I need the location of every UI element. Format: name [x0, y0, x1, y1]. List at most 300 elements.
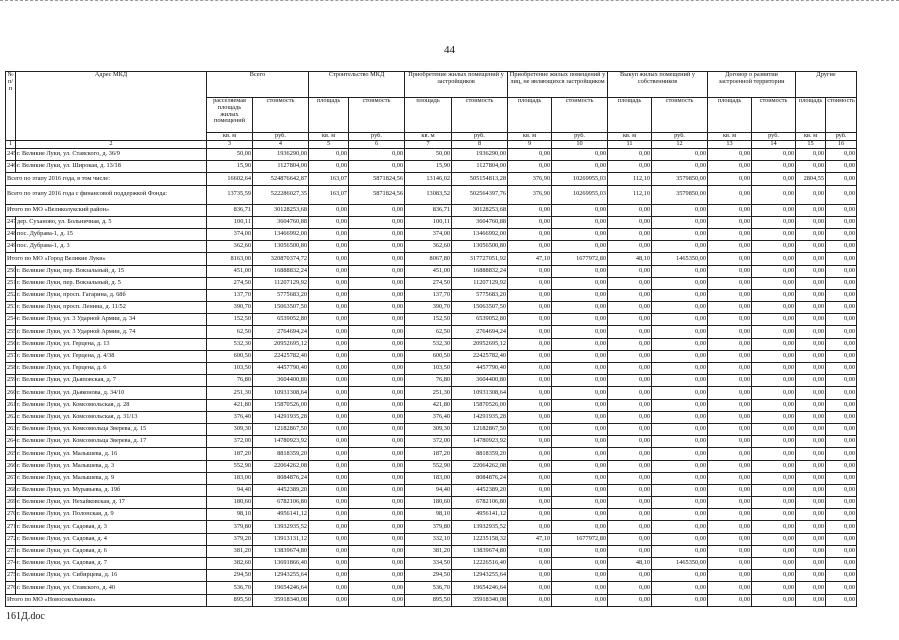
table-row [6, 289, 857, 301]
cell-value: 0,00 [552, 302, 608, 314]
cell-value: 2764694,24 [253, 326, 309, 338]
cell-value: 0,00 [349, 582, 405, 594]
cell-value: 0,00 [752, 497, 796, 509]
cell-value: 0,00 [508, 570, 552, 582]
cell-value: 13839674,80 [452, 545, 508, 557]
column-number: 14 [752, 141, 796, 149]
subheader-cost: стоимость [752, 98, 796, 133]
cell-value: 30128253,68 [253, 204, 309, 216]
cell-value: 0,00 [796, 594, 826, 606]
cell-value: 0,00 [349, 558, 405, 570]
cell-value: 22064262,08 [452, 460, 508, 472]
cell-value: 35918340,08 [253, 594, 309, 606]
cell-value: 0,00 [708, 448, 752, 460]
unit-rub: руб. [752, 133, 796, 141]
cell-value: 0,00 [552, 161, 608, 173]
table-row [6, 472, 857, 484]
cell-value: 836,71 [207, 204, 253, 216]
cell-value: 0,00 [752, 582, 796, 594]
cell-value: 0,00 [608, 497, 652, 509]
row-number: 271 [6, 521, 16, 533]
row-number: 262 [6, 411, 16, 423]
cell-value: 0,00 [708, 484, 752, 496]
cell-value: 8067,80 [405, 253, 452, 265]
cell-value: 274,50 [405, 277, 452, 289]
cell-value: 13466992,00 [253, 228, 309, 240]
cell-value: 0,00 [826, 460, 857, 472]
cell-value: 0,00 [826, 314, 857, 326]
cell-value: 0,00 [826, 161, 857, 173]
cell-value: 0,00 [708, 185, 752, 204]
cell-value: 16888832,24 [253, 265, 309, 277]
cell-value: 137,70 [207, 289, 253, 301]
cell-value: 390,70 [405, 302, 452, 314]
cell-value: 0,00 [826, 253, 857, 265]
unit-rub: руб. [652, 133, 708, 141]
cell-value: 0,00 [752, 185, 796, 204]
cell-value: 0,00 [826, 509, 857, 521]
cell-value: 0,00 [309, 253, 349, 265]
row-number: 267 [6, 472, 16, 484]
cell-value: 309,30 [405, 423, 452, 435]
cell-value: 0,00 [508, 216, 552, 228]
cell-value: 0,00 [349, 594, 405, 606]
table-row [6, 350, 857, 362]
cell-value: 0,00 [652, 289, 708, 301]
cell-value: 48,10 [608, 253, 652, 265]
cell-value: 0,00 [708, 149, 752, 161]
cell-value: 372,00 [405, 436, 452, 448]
cell-value: 152,50 [207, 314, 253, 326]
row-number: 274 [6, 558, 16, 570]
cell-value: 4956141,12 [253, 509, 309, 521]
cell-value: 152,50 [405, 314, 452, 326]
cell-value: 0,00 [652, 241, 708, 253]
cell-value: 0,00 [752, 558, 796, 570]
table-row [6, 241, 857, 253]
cell-value: 0,00 [552, 558, 608, 570]
cell-value: 0,00 [349, 387, 405, 399]
row-number: 268 [6, 484, 16, 496]
cell-value: 0,00 [608, 204, 652, 216]
cell-value: 0,00 [552, 265, 608, 277]
cell-value: 50,00 [207, 149, 253, 161]
total-row [6, 594, 857, 606]
cell-value: 0,00 [349, 521, 405, 533]
row-address: г. Великие Луки, ул. Нехайковская, д. 17 [16, 497, 207, 509]
cell-value: 0,00 [652, 314, 708, 326]
table-row [6, 265, 857, 277]
cell-value: 0,00 [608, 326, 652, 338]
subheader-cost: стоимость [826, 98, 857, 133]
cell-value: 0,00 [826, 277, 857, 289]
cell-value: 0,00 [349, 241, 405, 253]
row-number: 249 [6, 241, 16, 253]
cell-value: 0,00 [309, 448, 349, 460]
column-number: 11 [608, 141, 652, 149]
cell-value: 421,80 [207, 399, 253, 411]
cell-value: 112,10 [608, 173, 652, 185]
cell-value: 0,00 [508, 338, 552, 350]
cell-value: 0,00 [508, 436, 552, 448]
cell-value: 0,00 [652, 149, 708, 161]
cell-value: 0,00 [796, 484, 826, 496]
unit-rub: руб. [552, 133, 608, 141]
cell-value: 451,00 [207, 265, 253, 277]
cell-value: 0,00 [796, 509, 826, 521]
cell-value: 0,00 [752, 436, 796, 448]
cell-value: 76,80 [207, 375, 253, 387]
cell-value: 22425782,40 [253, 350, 309, 362]
cell-value: 0,00 [796, 582, 826, 594]
cell-value: 0,00 [608, 338, 652, 350]
cell-value: 0,00 [552, 484, 608, 496]
row-number: 256 [6, 338, 16, 350]
row-address: г. Великие Луки, ул. Садовая, д. 3 [16, 521, 207, 533]
cell-value: 0,00 [708, 204, 752, 216]
cell-value: 1677972,80 [552, 533, 608, 545]
cell-value: 0,00 [309, 411, 349, 423]
cell-value: 379,80 [207, 521, 253, 533]
cell-value: 0,00 [508, 509, 552, 521]
cell-value: 0,00 [708, 460, 752, 472]
cell-value: 22064262,08 [253, 460, 309, 472]
cell-value: 251,30 [405, 387, 452, 399]
cell-value: 0,00 [608, 594, 652, 606]
cell-value: 1677972,80 [552, 253, 608, 265]
row-address: г. Великие Луки, ул. Комсомольская, д. 28 [16, 399, 207, 411]
cell-value: 376,90 [508, 173, 552, 185]
cell-value: 0,00 [652, 509, 708, 521]
cell-value: 0,00 [508, 149, 552, 161]
table-row [6, 277, 857, 289]
cell-value: 0,00 [708, 302, 752, 314]
cell-value: 451,00 [405, 265, 452, 277]
subheader-cost: стоимость [452, 98, 508, 133]
cell-value: 0,00 [796, 265, 826, 277]
cell-value: 163,07 [309, 185, 349, 204]
cell-value: 0,00 [309, 277, 349, 289]
cell-value: 0,00 [508, 399, 552, 411]
cell-value: 14291935,28 [452, 411, 508, 423]
unit-rub: руб. [349, 133, 405, 141]
cell-value: 0,00 [309, 350, 349, 362]
cell-value: 0,00 [652, 497, 708, 509]
cell-value: 0,00 [608, 149, 652, 161]
cell-value: 0,00 [708, 161, 752, 173]
row-number: 270 [6, 509, 16, 521]
cell-value: 6782106,80 [452, 497, 508, 509]
cell-value: 6539052,80 [253, 314, 309, 326]
cell-value: 0,00 [752, 448, 796, 460]
unit-area: кв. м [405, 133, 452, 141]
row-address: дер. Суханово, ул. Больничная, д. 5 [16, 216, 207, 228]
subheader-cost: стоимость [253, 98, 309, 133]
cell-value: 0,00 [552, 363, 608, 375]
cell-value: 3604400,80 [452, 375, 508, 387]
cell-value: 0,00 [349, 363, 405, 375]
cell-value: 0,00 [608, 423, 652, 435]
cell-value: 0,00 [349, 399, 405, 411]
subheader-cost: стоимость [652, 98, 708, 133]
subheader-area: площадь [405, 98, 452, 133]
cell-value: 0,00 [826, 302, 857, 314]
unit-area: кв. м [608, 133, 652, 141]
cell-value: 0,00 [349, 326, 405, 338]
cell-value: 0,00 [708, 289, 752, 301]
cell-value: 35918340,08 [452, 594, 508, 606]
cell-value: 390,70 [207, 302, 253, 314]
cell-value: 0,00 [552, 289, 608, 301]
cell-value: 6782106,80 [253, 497, 309, 509]
cell-value: 0,00 [708, 436, 752, 448]
column-number: 6 [349, 141, 405, 149]
column-number: 10 [552, 141, 608, 149]
cell-value: 8163,00 [207, 253, 253, 265]
cell-value: 100,11 [207, 216, 253, 228]
cell-value: 0,00 [708, 582, 752, 594]
row-address: пос. Дубрава-1, д. 15 [16, 228, 207, 240]
cell-value: 505154813,28 [452, 173, 508, 185]
cell-value: 532,30 [405, 338, 452, 350]
cell-value: 0,00 [652, 277, 708, 289]
cell-value: 0,00 [826, 241, 857, 253]
cell-value: 5871824,56 [349, 173, 405, 185]
cell-value: 0,00 [708, 558, 752, 570]
cell-value: 0,00 [826, 411, 857, 423]
cell-value: 0,00 [309, 375, 349, 387]
cell-value: 0,00 [826, 338, 857, 350]
table-row [6, 411, 857, 423]
row-address: г. Великие Луки, ул. Малышева, д. 16 [16, 448, 207, 460]
cell-value: 0,00 [552, 399, 608, 411]
cell-value: 0,00 [752, 277, 796, 289]
row-address: г. Великие Луки, ул. Герцена, д. 13 [16, 338, 207, 350]
cell-value: 536,70 [207, 582, 253, 594]
cell-value: 0,00 [309, 314, 349, 326]
cell-value: 0,00 [826, 484, 857, 496]
cell-value: 522286027,35 [253, 185, 309, 204]
cell-value: 0,00 [708, 228, 752, 240]
cell-value: 0,00 [552, 204, 608, 216]
cell-value: 0,00 [552, 582, 608, 594]
unit-rub: руб. [826, 133, 857, 141]
cell-value: 600,50 [207, 350, 253, 362]
cell-value: 0,00 [796, 533, 826, 545]
row-number: 276 [6, 582, 16, 594]
cell-value: 0,00 [349, 484, 405, 496]
cell-value: 6539052,80 [452, 314, 508, 326]
table-row [6, 216, 857, 228]
cell-value: 0,00 [752, 484, 796, 496]
cell-value: 0,00 [349, 302, 405, 314]
total-row [6, 185, 857, 204]
cell-value: 0,00 [552, 423, 608, 435]
cell-value: 0,00 [796, 375, 826, 387]
cell-value: 0,00 [309, 216, 349, 228]
cell-value: 0,00 [608, 411, 652, 423]
cell-value: 13083,52 [405, 185, 452, 204]
header-total: Всего [207, 72, 309, 98]
cell-value: 0,00 [309, 436, 349, 448]
cell-value: 100,11 [405, 216, 452, 228]
cell-value: 0,00 [349, 314, 405, 326]
cell-value: 0,00 [608, 161, 652, 173]
cell-value: 0,00 [752, 411, 796, 423]
cell-value: 0,00 [652, 228, 708, 240]
cell-value: 12943255,64 [253, 570, 309, 582]
cell-value: 332,10 [405, 533, 452, 545]
total-row [6, 173, 857, 185]
cell-value: 0,00 [652, 582, 708, 594]
cell-value: 274,50 [207, 277, 253, 289]
cell-value: 0,00 [608, 241, 652, 253]
cell-value: 16888832,24 [452, 265, 508, 277]
row-number: 263 [6, 423, 16, 435]
header-num: № п/п [6, 72, 16, 141]
cell-value: 16602,64 [207, 173, 253, 185]
cell-value: 0,00 [508, 363, 552, 375]
cell-value: 0,00 [796, 277, 826, 289]
cell-value: 0,00 [752, 161, 796, 173]
cell-value: 20952695,12 [253, 338, 309, 350]
cell-value: 0,00 [708, 253, 752, 265]
cell-value: 103,50 [207, 363, 253, 375]
cell-value: 0,00 [349, 228, 405, 240]
cell-value: 502564397,76 [452, 185, 508, 204]
cell-value: 0,00 [508, 521, 552, 533]
cell-value: 0,00 [552, 509, 608, 521]
cell-value: 2764694,24 [452, 326, 508, 338]
cell-value: 0,00 [309, 338, 349, 350]
cell-value: 137,70 [405, 289, 452, 301]
cell-value: 0,00 [652, 326, 708, 338]
cell-value: 12943255,64 [452, 570, 508, 582]
cell-value: 0,00 [796, 241, 826, 253]
row-address: г. Великие Луки, ул. 3 Ударной Армии, д. 74 [16, 326, 207, 338]
cell-value: 0,00 [309, 509, 349, 521]
column-number-row [6, 141, 857, 149]
row-number: 273 [6, 545, 16, 557]
cell-value: 320870374,72 [253, 253, 309, 265]
scan-top-edge [0, 0, 899, 3]
cell-value: 0,00 [508, 484, 552, 496]
cell-value: 183,00 [405, 472, 452, 484]
cell-value: 62,50 [207, 326, 253, 338]
cell-value: 0,00 [309, 460, 349, 472]
cell-value: 0,00 [508, 277, 552, 289]
cell-value: 0,00 [309, 265, 349, 277]
cell-value: 0,00 [826, 265, 857, 277]
cell-value: 0,00 [752, 253, 796, 265]
cell-value: 0,00 [796, 149, 826, 161]
row-address: г. Великие Луки, ул. Садовая, д. 4 [16, 533, 207, 545]
cell-value: 0,00 [349, 497, 405, 509]
cell-value: 0,00 [826, 558, 857, 570]
row-address: г. Великие Луки, ул. Герцена, д. 6 [16, 363, 207, 375]
table-row [6, 399, 857, 411]
table-row [6, 497, 857, 509]
cell-value: 0,00 [708, 173, 752, 185]
row-number: 275 [6, 570, 16, 582]
cell-value: 0,00 [708, 350, 752, 362]
cell-value: 0,00 [796, 399, 826, 411]
cell-value: 0,00 [796, 411, 826, 423]
row-address: г. Великие Луки, ул. Герцена, д. 4/38 [16, 350, 207, 362]
cell-value: 0,00 [552, 472, 608, 484]
row-number: 261 [6, 399, 16, 411]
unit-area: кв. м [309, 133, 349, 141]
cell-value: 895,50 [207, 594, 253, 606]
cell-value: 0,00 [652, 338, 708, 350]
cell-value: 0,00 [349, 161, 405, 173]
cell-value: 0,00 [826, 582, 857, 594]
subheader-area: площадь [796, 98, 826, 133]
cell-value: 0,00 [708, 545, 752, 557]
cell-value: 10931308,64 [253, 387, 309, 399]
cell-value: 0,00 [826, 533, 857, 545]
cell-value: 0,00 [652, 545, 708, 557]
cell-value: 0,00 [552, 521, 608, 533]
cell-value: 0,00 [349, 350, 405, 362]
cell-value: 552,90 [207, 460, 253, 472]
subheader-cost: стоимость [349, 98, 405, 133]
cell-value: 0,00 [708, 423, 752, 435]
cell-value: 15870526,00 [452, 399, 508, 411]
row-number: 245 [6, 149, 16, 161]
cell-value: 0,00 [508, 302, 552, 314]
row-number: 247 [6, 216, 16, 228]
header-construction: Строительство МКД [309, 72, 405, 98]
column-number: 12 [652, 141, 708, 149]
cell-value: 0,00 [826, 363, 857, 375]
cell-value: 309,30 [207, 423, 253, 435]
cell-value: 0,00 [796, 423, 826, 435]
cell-value: 14780923,92 [452, 436, 508, 448]
cell-value: 14780923,92 [253, 436, 309, 448]
row-number: 259 [6, 375, 16, 387]
cell-value: 0,00 [608, 265, 652, 277]
cell-value: 10931308,64 [452, 387, 508, 399]
cell-value: 0,00 [708, 594, 752, 606]
total-label: Итого по МО «Великолукский район» [6, 204, 207, 216]
row-number: 265 [6, 448, 16, 460]
cell-value: 0,00 [796, 436, 826, 448]
cell-value: 0,00 [652, 350, 708, 362]
cell-value: 8818359,20 [253, 448, 309, 460]
row-number: 272 [6, 533, 16, 545]
cell-value: 0,00 [309, 558, 349, 570]
cell-value: 0,00 [826, 149, 857, 161]
cell-value: 0,00 [708, 570, 752, 582]
cell-value: 0,00 [752, 350, 796, 362]
cell-value: 0,00 [708, 363, 752, 375]
cell-value: 13691866,40 [253, 558, 309, 570]
cell-value: 0,00 [349, 423, 405, 435]
cell-value: 0,00 [508, 411, 552, 423]
table-row [6, 570, 857, 582]
column-number: 4 [253, 141, 309, 149]
cell-value: 0,00 [608, 228, 652, 240]
table-body [6, 149, 857, 607]
cell-value: 13735,59 [207, 185, 253, 204]
cell-value: 895,50 [405, 594, 452, 606]
cell-value: 0,00 [309, 363, 349, 375]
cell-value: 0,00 [552, 411, 608, 423]
cell-value: 0,00 [652, 399, 708, 411]
cell-value: 0,00 [309, 594, 349, 606]
row-number: 257 [6, 350, 16, 362]
